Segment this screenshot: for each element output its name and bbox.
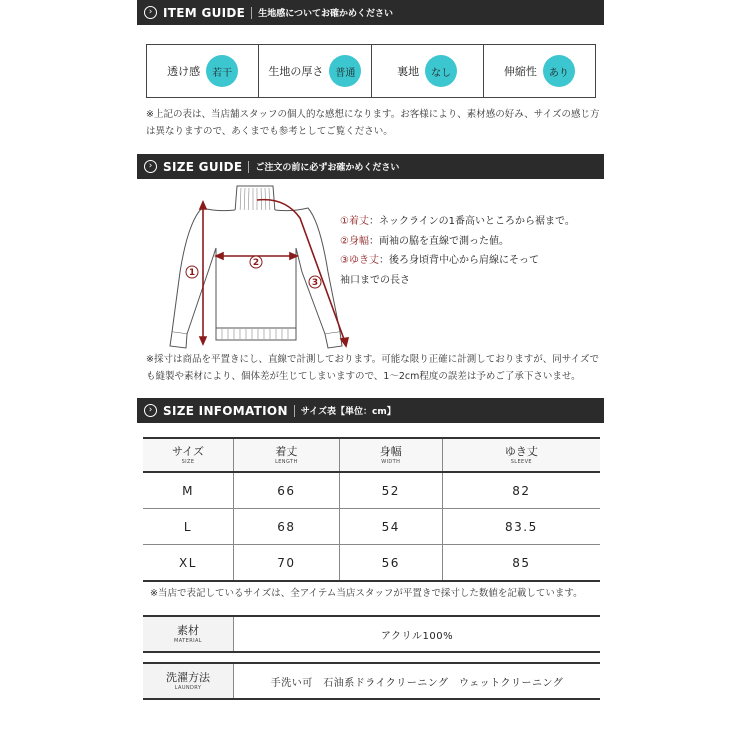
width-cell: 52 xyxy=(339,472,442,509)
size-info-subtitle: サイズ表【単位：cm】 xyxy=(300,407,396,417)
table-row xyxy=(143,509,600,545)
size-cell: L xyxy=(143,509,234,545)
width-cell: 56 xyxy=(339,545,442,582)
guide-cell-lining xyxy=(372,45,484,97)
size-info-note: ※当店で表記しているサイズは、全アイテム当店スタッフが平置きで採寸した数値を記載しています。 xyxy=(150,588,583,599)
legend-item-sleeve-cont: 袖口までの長さ xyxy=(340,274,410,286)
size-guide-note xyxy=(146,351,599,385)
size-guide-title: SIZE GUIDE xyxy=(163,159,243,174)
size-guide-legend xyxy=(340,212,575,290)
chevron-right-icon: › xyxy=(144,404,157,417)
laundry-label: 洗濯方法 LAUNDRY xyxy=(143,664,234,698)
size-guide-subtitle: ご注文の前に必ずお確かめください xyxy=(255,163,400,173)
chevron-right-icon: › xyxy=(144,6,157,19)
note-line: ※上記の表は、当店舗スタッフの個人的な感想になります。お客様により、素材感の好み、サイズの感じ方 xyxy=(146,109,600,120)
chevron-right-icon: › xyxy=(144,160,157,173)
length-cell: 66 xyxy=(234,472,340,509)
material-row xyxy=(143,615,600,653)
header-width: 身幅 WIDTH xyxy=(339,438,442,472)
sleeve-cell: 82 xyxy=(442,472,600,509)
guide-badge: 普通 xyxy=(329,55,361,87)
size-info-header xyxy=(137,398,604,423)
note-line: ※採寸は商品を平置きにし、直線で計測しております。可能な限り正確に計測しておりますが、同サイズで xyxy=(146,354,599,365)
note-line: は異なりますので、あくまでも参考としてご覧ください。 xyxy=(146,126,393,137)
divider xyxy=(248,161,249,173)
note-line: も縫製や素材により、個体差が生じてしまいますので、1〜2cm程度の誤差は予めご了承下さいませ。 xyxy=(146,371,581,382)
legend-item-width: ②身幅：両袖の脇を直線で測った値。 xyxy=(340,235,509,247)
marker-sleeve: 3 xyxy=(311,278,319,288)
header-sleeve: ゆき丈 SLEEVE xyxy=(442,438,600,472)
guide-label: 裏地 xyxy=(397,65,420,78)
legend-item-length: ①着丈：ネックラインの1番高いところから裾まで。 xyxy=(340,216,575,227)
material-value: アクリル100% xyxy=(380,630,454,642)
table-row xyxy=(143,472,600,509)
table-row xyxy=(143,545,600,582)
guide-cell-transparency xyxy=(147,45,259,97)
size-guide-header xyxy=(137,154,604,179)
guide-label: 透け感 xyxy=(167,65,201,78)
guide-badge: なし xyxy=(425,55,457,87)
sleeve-cell: 85 xyxy=(442,545,600,582)
laundry-value: 手洗い可 石油系ドライクリーニング ウェットクリーニング xyxy=(270,677,564,689)
guide-label: 伸縮性 xyxy=(503,65,537,78)
guide-cell-stretch xyxy=(484,45,595,97)
sweater-diagram xyxy=(160,182,350,350)
size-table xyxy=(143,437,600,582)
size-cell: XL xyxy=(143,545,234,582)
header-size: サイズ SIZE xyxy=(143,438,234,472)
length-cell: 68 xyxy=(234,509,340,545)
guide-badge: あり xyxy=(543,55,575,87)
guide-cell-thickness xyxy=(259,45,371,97)
guide-badge: 若干 xyxy=(206,55,238,87)
guide-label: 生地の厚さ xyxy=(268,65,324,78)
laundry-row xyxy=(143,662,600,700)
divider xyxy=(251,7,252,19)
length-cell: 70 xyxy=(234,545,340,582)
width-cell: 54 xyxy=(339,509,442,545)
legend-item-sleeve: ③ゆき丈：後ろ身頃背中心から肩線にそって xyxy=(340,255,539,266)
material-label: 素材 MATERIAL xyxy=(143,617,234,651)
header-length: 着丈 LENGTH xyxy=(234,438,340,472)
item-guide-header xyxy=(137,0,604,25)
item-guide-note xyxy=(146,106,600,140)
size-cell: M xyxy=(143,472,234,509)
item-guide-title: ITEM GUIDE xyxy=(163,5,246,20)
divider xyxy=(294,405,295,417)
size-info-title: SIZE INFOMATION xyxy=(163,403,288,418)
sleeve-cell: 83.5 xyxy=(442,509,600,545)
marker-length: 1 xyxy=(188,268,196,278)
item-guide-table xyxy=(146,44,596,98)
item-guide-subtitle: 生地感についてお確かめください xyxy=(258,9,394,19)
marker-width: 2 xyxy=(252,258,260,268)
